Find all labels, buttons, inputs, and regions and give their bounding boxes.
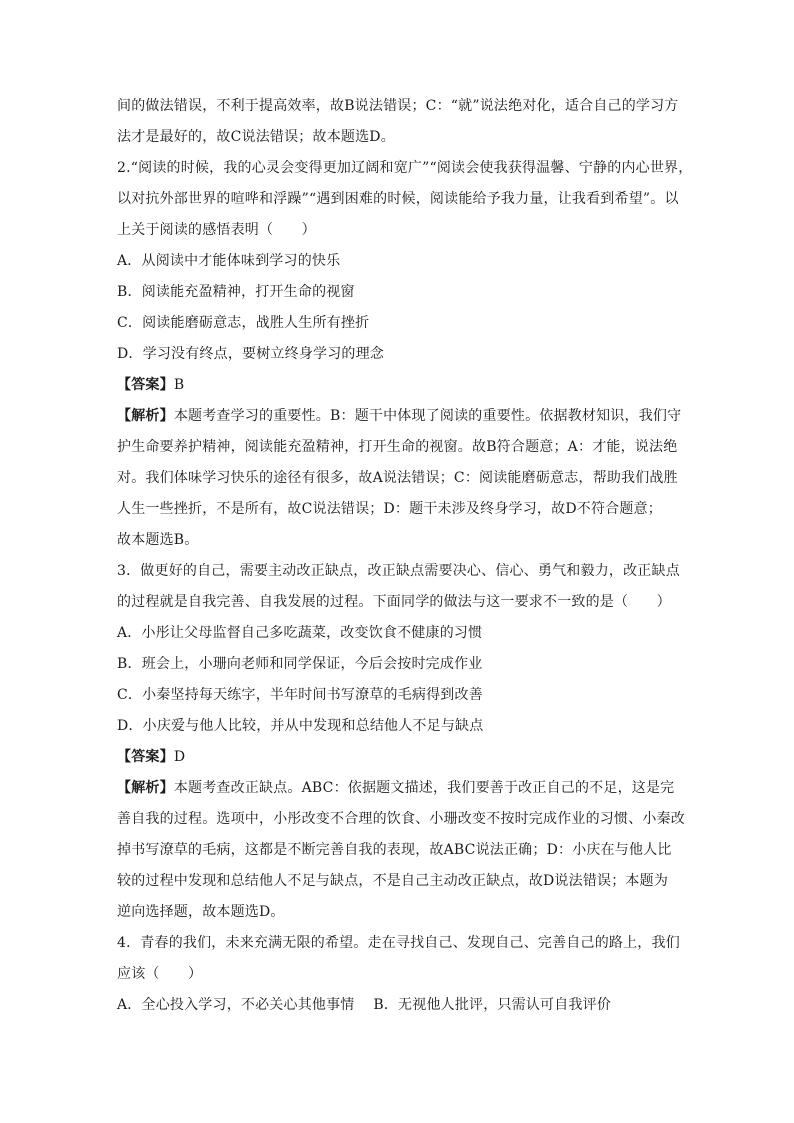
analysis-label: 【解析】 [117,780,174,796]
analysis-text: 较的过程中发现和总结他人不足与缺点，不是自己主动改正缺点，故D说法错误；本题为 [117,873,669,889]
question-4-options-a-b: A．全心投入学习，不必关心其他事情 B．无视他人批评，只需认可自我评价 [117,997,612,1013]
answer-line [117,375,684,395]
analysis-text: 人生一些挫折，不是所有，故C说法错误；D：题干未涉及终身学习，故D不符合题意； [117,501,662,517]
analysis-text: 善自我的过程。选项中，小彤改变不合理的饮食、小珊改变不按时完成作业的习惯、小秦改 [117,811,685,827]
analysis-text: 掉书写潦草的毛病，这都是不断完善自我的表现，故ABC说法正确；D：小庆在与他人比 [117,842,672,858]
analysis-text: 本题考查学习的重要性。B：题干中体现了阅读的重要性。依据教材知识，我们守 [173,408,682,424]
answer-value: B [173,377,185,393]
question-3-option-c: C．小秦坚持每天练字，半年时间书写潦草的毛病得到改善 [117,687,483,703]
question-2-option-a: A．从阅读中才能体味到学习的快乐 [117,253,341,269]
question-3-option-b: B．班会上，小珊向老师和同学保证，今后会按时完成作业 [117,656,483,672]
question-4-stem: 4．青春的我们，未来充满无限的希望。走在寻找自己、发现自己、完善自己的路上，我们 [117,935,680,951]
question-2-option-c: C．阅读能磨砺意志，战胜人生所有挫折 [117,315,370,331]
text-line: 法才是最好的，故C说法错误；故本题选D。 [117,129,395,145]
analysis-text: 本题考查改正缺点。ABC：依据题文描述，我们要善于改正自己的不足，这是完 [173,780,675,796]
analysis-label: 【解析】 [117,408,174,424]
question-4-stem: 应该（ ） [117,966,203,982]
question-2-stem: 上关于阅读的感悟表明（ ） [117,222,316,238]
question-3-option-d: D．小庆爱与他人比较，并从中发现和总结他人不足与缺点 [117,718,484,734]
analysis-line [117,406,684,426]
text-line: 间的做法错误，不利于提高效率，故B说法错误；C：“就”说法绝对化，适合自己的学习方 [117,98,679,114]
question-2-stem: 2.“阅读的时候，我的心灵会变得更加辽阔和宽广”“阅读会使我获得温馨、宁静的内心世界， [117,160,693,176]
question-3-stem: 3．做更好的自己，需要主动改正缺点，改正缺点需要决心、信心、勇气和毅力，改正缺点 [117,563,680,579]
question-2-option-d: D．学习没有终点，要树立终身学习的理念 [117,346,385,362]
answer-label: 【答案】 [117,749,174,765]
answer-line [117,747,684,767]
analysis-text: 故本题选B。 [117,532,199,548]
answer-value: D [173,749,186,765]
question-2-option-b: B．阅读能充盈精神，打开生命的视窗 [117,284,355,300]
question-3-stem: 的过程就是自我完善、自我发展的过程。下面同学的做法与这一要求不一致的是（ ） [117,594,671,610]
analysis-line [117,778,684,798]
analysis-text: 护生命要养护精神，阅读能充盈精神，打开生命的视窗。故B符合题意；A：才能，说法绝 [117,439,678,455]
analysis-text: 对。我们体味学习快乐的途径有很多，故A说法错误；C：阅读能磨砺意志，帮助我们战胜 [117,470,678,486]
analysis-text: 逆向选择题，故本题选D。 [117,904,285,920]
question-3-option-a: A．小彤让父母监督自己多吃蔬菜，改变饮食不健康的习惯 [117,625,483,641]
question-2-stem: 以对抗外部世界的喧哗和浮躁”“遇到困难的时候，阅读能给予我力量，让我看到希望”。以 [117,191,679,207]
answer-label: 【答案】 [117,377,174,393]
